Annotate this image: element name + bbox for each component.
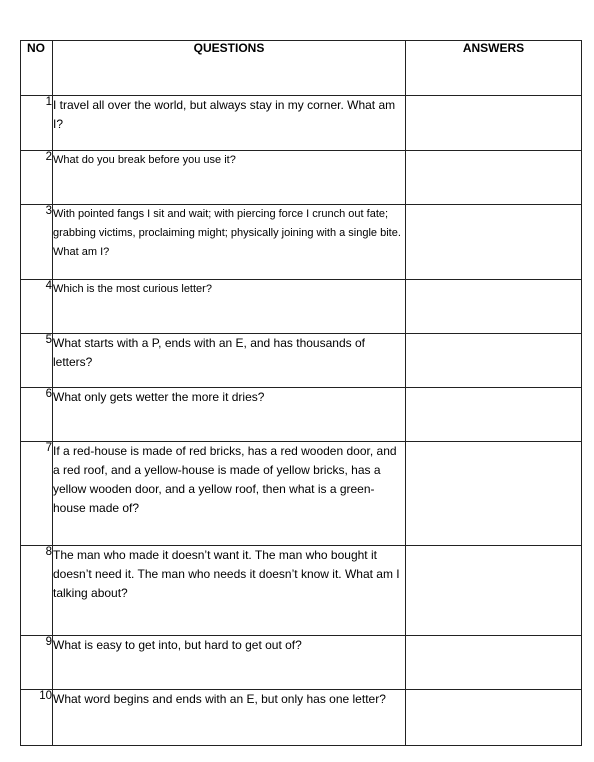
table-row — [21, 96, 582, 151]
answer-cell[interactable] — [406, 636, 582, 690]
column-header-questions: QUESTIONS — [53, 41, 406, 96]
row-number: 5 — [21, 334, 53, 388]
question-text: What is easy to get into, but hard to get out of? — [53, 636, 406, 690]
answer-cell[interactable] — [406, 388, 582, 442]
question-text: With pointed fangs I sit and wait; with piercing force I crunch out fate; grabbing victims, proclaiming might; physically joining with a single bite. What am I? — [53, 205, 406, 280]
row-number: 1 — [21, 96, 53, 151]
table-row — [21, 388, 582, 442]
answer-cell[interactable] — [406, 546, 582, 636]
table-row — [21, 151, 582, 205]
question-text: Which is the most curious letter? — [53, 280, 406, 334]
row-number: 10 — [21, 690, 53, 746]
answer-cell[interactable] — [406, 205, 582, 280]
riddle-worksheet — [20, 40, 581, 746]
answer-cell[interactable] — [406, 334, 582, 388]
table-row — [21, 205, 582, 280]
question-text: I travel all over the world, but always stay in my corner. What am I? — [53, 96, 406, 151]
row-number: 3 — [21, 205, 53, 280]
answer-cell[interactable] — [406, 151, 582, 205]
question-text: What starts with a P, ends with an E, and has thousands of letters? — [53, 334, 406, 388]
header-row — [21, 41, 582, 96]
table-row — [21, 442, 582, 546]
question-text: If a red-house is made of red bricks, has a red wooden door, and a red roof, and a yellow-house is made of yellow bricks, has a yellow wooden door, and a yellow roof, then what is a green-house made of? — [53, 442, 406, 546]
row-number: 9 — [21, 636, 53, 690]
column-header-no: NO — [21, 41, 53, 96]
question-text: What word begins and ends with an E, but only has one letter? — [53, 690, 406, 746]
question-text: What do you break before you use it? — [53, 151, 406, 205]
question-text: What only gets wetter the more it dries? — [53, 388, 406, 442]
answer-cell[interactable] — [406, 690, 582, 746]
row-number: 6 — [21, 388, 53, 442]
answer-cell[interactable] — [406, 96, 582, 151]
row-number: 8 — [21, 546, 53, 636]
riddle-table — [20, 40, 582, 746]
row-number: 2 — [21, 151, 53, 205]
row-number: 4 — [21, 280, 53, 334]
question-text: The man who made it doesn’t want it. The man who bought it doesn’t need it. The man who needs it doesn’t know it. What am I talking about? — [53, 546, 406, 636]
table-row — [21, 690, 582, 746]
table-row — [21, 280, 582, 334]
row-number: 7 — [21, 442, 53, 546]
answer-cell[interactable] — [406, 442, 582, 546]
table-row — [21, 636, 582, 690]
answer-cell[interactable] — [406, 280, 582, 334]
column-header-answers: ANSWERS — [406, 41, 582, 96]
table-row — [21, 546, 582, 636]
table-row — [21, 334, 582, 388]
